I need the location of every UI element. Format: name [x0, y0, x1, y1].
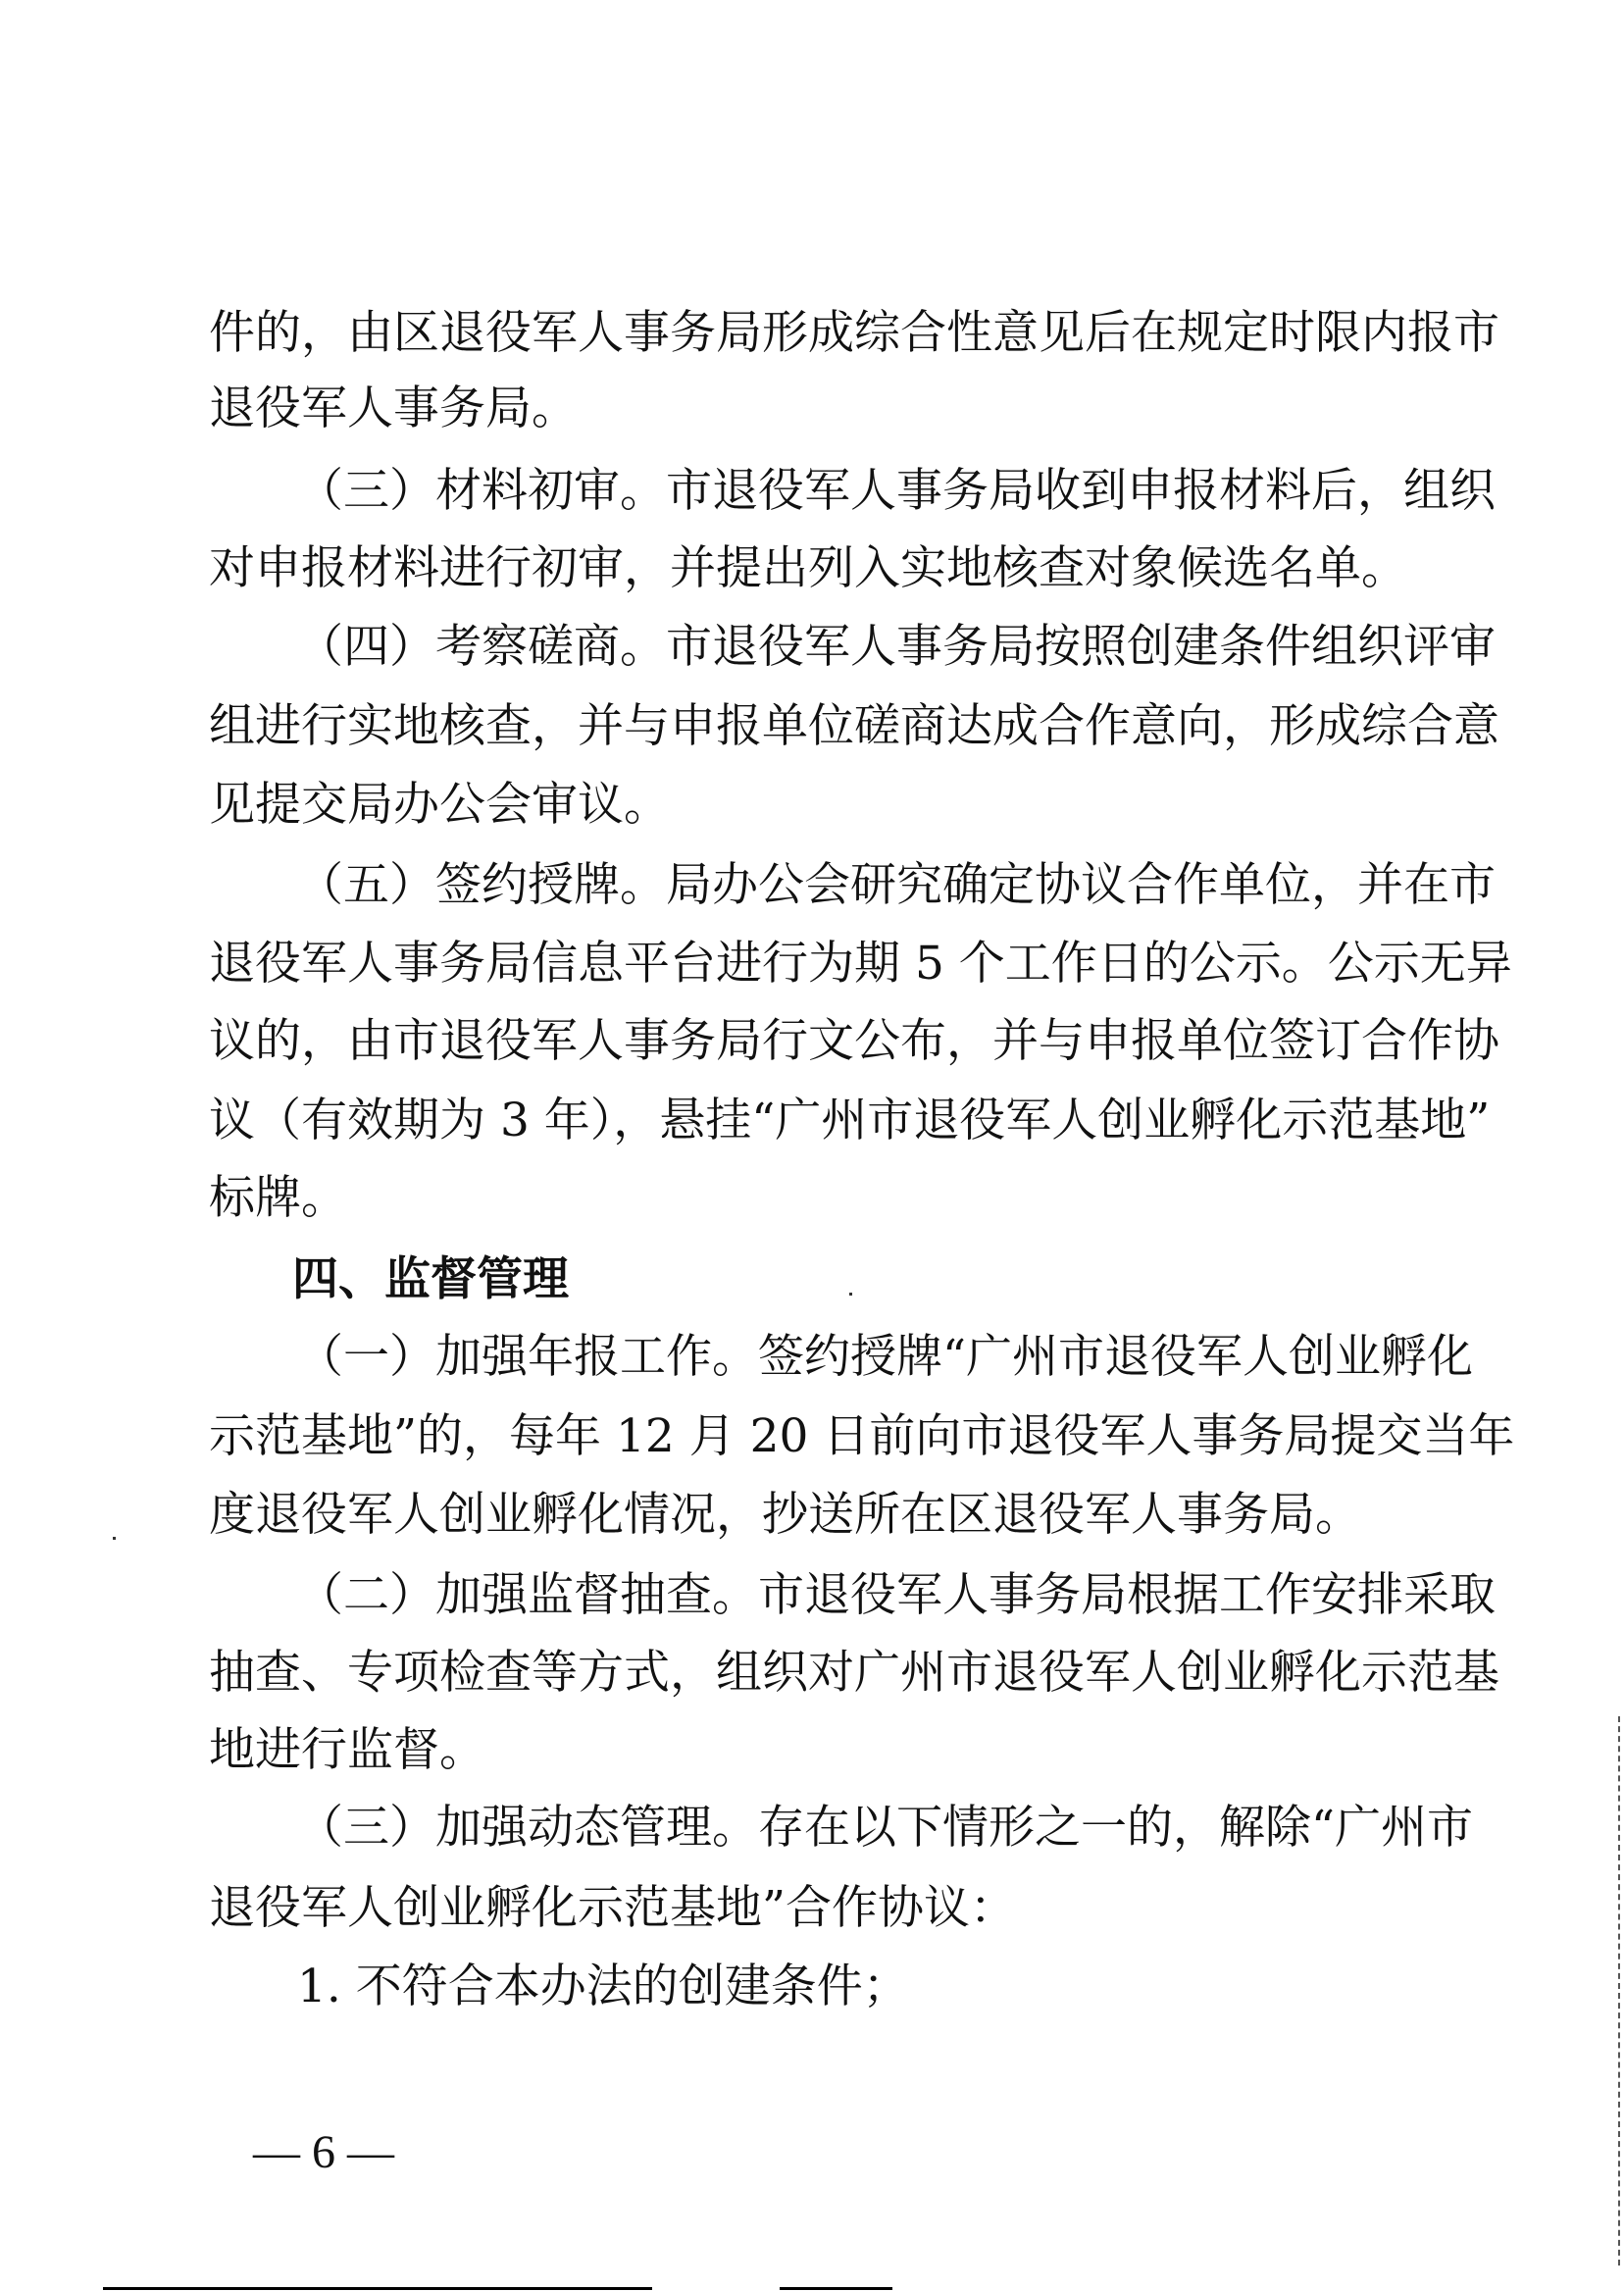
body-line: （三）加强动态管理。存在以下情形之一的，解除“广州市: [297, 1801, 1474, 1855]
body-line: （二）加强监督抽查。市退役军人事务局根据工作安排采取: [297, 1568, 1496, 1622]
body-line: （五）签约授牌。局办公会研究确定协议合作单位，并在市: [297, 858, 1496, 912]
body-line: 件的，由区退役军人事务局形成综合性意见后在规定时限内报市: [209, 306, 1499, 360]
bottom-edge-line: [780, 2287, 892, 2290]
body-line: 对申报材料进行初审，并提出列入实地核查对象候选名单。: [209, 541, 1407, 595]
body-line: 抽查、专项检查等方式，组织对广州市退役军人创业孵化示范基: [209, 1646, 1499, 1700]
body-line: 组进行实地核查，并与申报单位磋商达成合作意向，形成综合意: [209, 699, 1499, 753]
body-line: （一）加强年报工作。签约授牌“广州市退役军人创业孵化: [297, 1330, 1474, 1384]
body-line: 示范基地”的，每年 12 月 20 日前向市退役军人事务局提交当年: [209, 1409, 1515, 1463]
page-number: — 6 —: [253, 2126, 394, 2178]
body-line: 地进行监督。: [209, 1723, 485, 1777]
body-line: 见提交局办公会审议。: [209, 778, 670, 832]
bottom-edge-line: [103, 2287, 652, 2290]
body-line: （三）材料初审。市退役军人事务局收到申报材料后，组织: [297, 464, 1496, 518]
list-item: 1. 不符合本办法的创建条件；: [297, 1960, 909, 2013]
body-line: 度退役军人创业孵化情况，抄送所在区退役军人事务局。: [209, 1488, 1361, 1542]
body-line: 标牌。: [209, 1171, 347, 1225]
body-line: 议的，由市退役军人事务局行文公布，并与申报单位签订合作协: [209, 1014, 1499, 1068]
body-line: 退役军人事务局信息平台进行为期 5 个工作日的公示。公示无异: [209, 937, 1512, 991]
right-edge-mark: [1618, 1716, 1622, 2266]
scan-speck: [849, 1293, 852, 1296]
body-line: 议（有效期为 3 年），悬挂“广州市退役军人创业孵化示范基地”: [209, 1094, 1491, 1147]
body-line: （四）考察磋商。市退役军人事务局按照创建条件组织评审: [297, 620, 1496, 674]
body-line: 退役军人事务局。: [209, 382, 578, 435]
section-heading: 四、监督管理: [292, 1252, 569, 1306]
body-line: 退役军人创业孵化示范基地”合作协议：: [209, 1881, 1017, 1935]
scan-speck: [113, 1537, 116, 1540]
